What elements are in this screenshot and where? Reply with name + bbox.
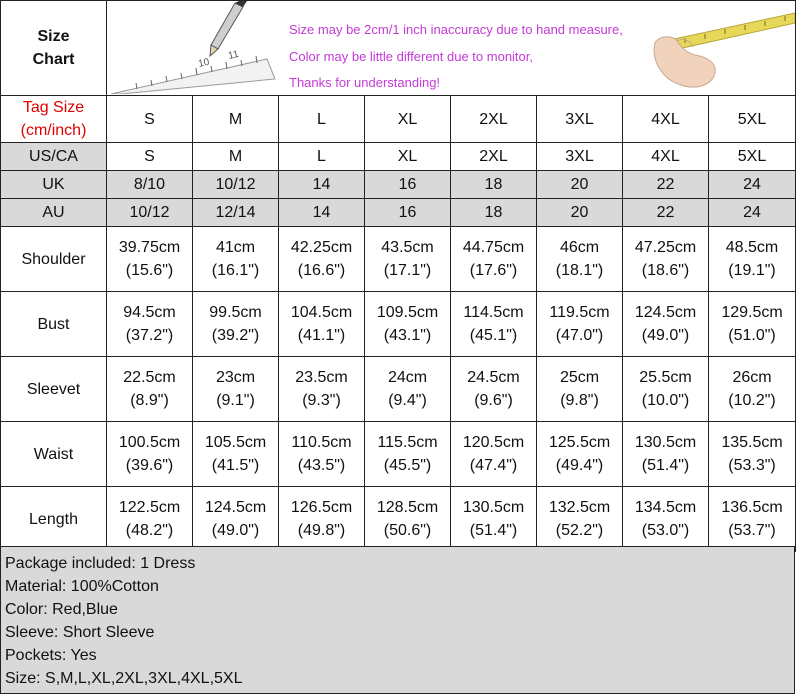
inch-value: (49.8") [297, 522, 346, 539]
size-cell: 22 [623, 171, 709, 199]
inch-value: (9.1") [216, 392, 255, 409]
measure-row-sleevet [1, 357, 796, 422]
inch-value: (17.6") [469, 262, 518, 279]
cm-value: 134.5cm [634, 499, 697, 516]
inch-value: (39.2") [211, 327, 260, 344]
measurement-cell [365, 487, 451, 552]
size-cell: 22 [623, 199, 709, 227]
size-cell: M [193, 143, 279, 171]
size-chart-title [1, 1, 107, 96]
measurement-cell [451, 357, 537, 422]
measurement-cell [537, 357, 623, 422]
measurement-cell [623, 292, 709, 357]
tag-size-3xl: 3XL [537, 96, 623, 143]
cm-value: 128.5cm [376, 499, 439, 516]
cm-value: 94.5cm [123, 304, 176, 321]
inch-value: (18.1") [555, 262, 604, 279]
size-cell: 20 [537, 171, 623, 199]
tag-size-4xl: 4XL [623, 96, 709, 143]
cm-value: 26cm [732, 369, 772, 386]
cm-value: 105.5cm [204, 434, 267, 451]
cm-value: 136.5cm [721, 499, 783, 516]
cm-value: 42.25cm [290, 239, 353, 256]
row-label: AU [1, 199, 107, 227]
cm-value: 132.5cm [548, 499, 611, 516]
measurement-cell [193, 292, 279, 357]
size-cell: 4XL [623, 143, 709, 171]
measurement-cell [107, 292, 193, 357]
measurement-cell [537, 487, 623, 552]
measurement-cell [451, 422, 537, 487]
row-label: Shoulder [1, 227, 107, 292]
measurement-cell [709, 487, 796, 552]
ruler-pencil-illustration [107, 1, 277, 94]
cm-value: 120.5cm [462, 434, 525, 451]
inch-value: (9.4") [388, 392, 427, 409]
inch-value: (9.8") [560, 392, 599, 409]
cm-value: 114.5cm [463, 304, 524, 321]
measurement-cell [279, 227, 365, 292]
inch-value: (51.0") [728, 327, 776, 344]
inch-value: (53.3") [728, 457, 776, 474]
cm-value: 104.5cm [290, 304, 353, 321]
size-cell: 18 [451, 199, 537, 227]
inch-value: (51.4") [469, 522, 518, 539]
measurement-cell [537, 422, 623, 487]
tag-size-2xl: 2XL [451, 96, 537, 143]
inch-value: (53.7") [728, 522, 776, 539]
cm-value: 48.5cm [725, 239, 779, 256]
measurement-cell [107, 357, 193, 422]
inch-value: (49.0") [641, 327, 690, 344]
size-cell: 12/14 [193, 199, 279, 227]
cm-value: 46cm [559, 239, 600, 256]
cm-value: 25.5cm [639, 369, 692, 386]
cm-value: 124.5cm [204, 499, 267, 516]
measurement-cell [365, 357, 451, 422]
notice-line-2: Color may be little different due to monitor, [289, 49, 533, 64]
cm-value: 122.5cm [118, 499, 181, 516]
measurement-cell [107, 227, 193, 292]
inch-value: (49.0") [211, 522, 260, 539]
cm-value: 23cm [215, 369, 256, 386]
row-label: UK [1, 171, 107, 199]
cm-value: 125.5cm [548, 434, 611, 451]
conversion-row-au [1, 199, 796, 227]
measurement-cell [193, 422, 279, 487]
cm-value: 130.5cm [462, 499, 525, 516]
measurement-cell [451, 487, 537, 552]
cm-value: 25cm [559, 369, 600, 386]
measure-row-length [1, 487, 796, 552]
measurement-cell [451, 227, 537, 292]
row-label: US/CA [1, 143, 107, 171]
inch-value: (18.6") [641, 262, 690, 279]
size-cell: 16 [365, 171, 451, 199]
inch-value: (8.9") [130, 392, 169, 409]
size-cell: 20 [537, 199, 623, 227]
product-info-line: Size: S,M,L,XL,2XL,3XL,4XL,5XL [5, 670, 243, 687]
header-row [1, 1, 796, 96]
measure-row-waist [1, 422, 796, 487]
measurement-cell [537, 292, 623, 357]
cm-value: 126.5cm [290, 499, 353, 516]
measurement-cell [365, 227, 451, 292]
inch-value: (50.6") [383, 522, 432, 539]
size-cell: 5XL [709, 143, 796, 171]
tag-size-5xl: 5XL [709, 96, 796, 143]
measurement-cell [193, 487, 279, 552]
inch-value: (41.5") [211, 457, 260, 474]
cm-value: 100.5cm [118, 434, 181, 451]
inch-value: (9.3") [302, 392, 341, 409]
title-line-2: Chart [32, 51, 75, 68]
inch-value: (48.2") [125, 522, 174, 539]
svg-text:11: 11 [227, 48, 240, 62]
inch-value: (53.0") [641, 522, 690, 539]
size-cell: 10/12 [107, 199, 193, 227]
inch-value: (16.6") [297, 262, 346, 279]
inch-value: (19.1") [728, 262, 776, 279]
tag-size-label: Tag Size (cm/inch) [1, 96, 107, 143]
size-cell: 18 [451, 171, 537, 199]
measurement-cell [193, 227, 279, 292]
hand-measuring-tape-illustration [625, 1, 795, 94]
cm-value: 115.5cm [377, 434, 438, 451]
size-cell: 14 [279, 171, 365, 199]
inch-value: (17.1") [383, 262, 432, 279]
cm-value: 109.5cm [376, 304, 439, 321]
tag-size-m: M [193, 96, 279, 143]
size-cell: 2XL [451, 143, 537, 171]
measurement-notice-banner [107, 1, 796, 96]
inch-value: (52.2") [555, 522, 604, 539]
cm-value: 47.25cm [634, 239, 697, 256]
cm-value: 130.5cm [634, 434, 697, 451]
row-label: Sleevet [1, 357, 107, 422]
cm-value: 41cm [215, 239, 256, 256]
inch-value: (49.4") [555, 457, 604, 474]
measurement-cell [623, 487, 709, 552]
size-cell: 14 [279, 199, 365, 227]
measure-row-shoulder [1, 227, 796, 292]
conversion-row-uk [1, 171, 796, 199]
tag-size-s: S [107, 96, 193, 143]
inch-value: (51.4") [641, 457, 690, 474]
tag-size-l: L [279, 96, 365, 143]
product-info-line: Package included: 1 Dress [5, 555, 196, 572]
cm-value: 99.5cm [209, 304, 262, 321]
inch-value: (10.2") [728, 392, 776, 409]
inch-value: (15.6") [125, 262, 174, 279]
product-info-line: Pockets: Yes [5, 647, 97, 664]
size-cell: 8/10 [107, 171, 193, 199]
cm-value: 23.5cm [295, 369, 348, 386]
inch-value: (45.5") [383, 457, 432, 474]
size-cell: S [107, 143, 193, 171]
inch-value: (43.5") [297, 457, 346, 474]
row-label: Waist [1, 422, 107, 487]
svg-text:10: 10 [197, 56, 211, 70]
inch-value: (43.1") [383, 327, 432, 344]
measure-row-bust [1, 292, 796, 357]
inch-value: (16.1") [211, 262, 260, 279]
inch-value: (10.0") [641, 392, 690, 409]
size-cell: XL [365, 143, 451, 171]
measurement-cell [537, 227, 623, 292]
measurement-cell [365, 292, 451, 357]
inch-value: (45.1") [469, 327, 518, 344]
tag-size-xl: XL [365, 96, 451, 143]
notice-line-3: Thanks for understanding! [289, 75, 441, 90]
cm-value: 43.5cm [381, 239, 434, 256]
measurement-cell [365, 422, 451, 487]
measurement-cell [709, 292, 796, 357]
conversion-row-usca [1, 143, 796, 171]
size-cell: 10/12 [193, 171, 279, 199]
measurement-cell [279, 292, 365, 357]
product-info-line: Color: Red,Blue [5, 601, 118, 618]
inch-value: (9.6") [474, 392, 513, 409]
measurement-cell [279, 357, 365, 422]
cm-value: 22.5cm [123, 369, 176, 386]
size-cell: 24 [709, 199, 796, 227]
row-label: Length [1, 487, 107, 552]
cm-value: 24.5cm [467, 369, 520, 386]
row-label: Bust [1, 292, 107, 357]
measurement-cell [193, 357, 279, 422]
size-cell: 3XL [537, 143, 623, 171]
inch-value: (37.2") [125, 327, 174, 344]
cm-value: 119.5cm [549, 304, 610, 321]
measurement-cell [451, 292, 537, 357]
measurement-cell [623, 422, 709, 487]
product-info-line: Sleeve: Short Sleeve [5, 624, 155, 641]
cm-value: 135.5cm [721, 434, 783, 451]
cm-value: 124.5cm [634, 304, 697, 321]
measurement-cell [709, 227, 796, 292]
inch-value: (47.0") [555, 327, 604, 344]
size-cell: 24 [709, 171, 796, 199]
measurement-cell [709, 357, 796, 422]
measurement-cell [107, 422, 193, 487]
size-cell: 16 [365, 199, 451, 227]
measurement-cell [107, 487, 193, 552]
inch-value: (47.4") [469, 457, 518, 474]
cm-value: 110.5cm [291, 434, 352, 451]
cm-value: 129.5cm [721, 304, 783, 321]
inch-value: (41.1") [297, 327, 346, 344]
measurement-cell [709, 422, 796, 487]
notice-line-1: Size may be 2cm/1 inch inaccuracy due to hand measure, [289, 22, 623, 37]
title-line-1: Size [37, 28, 70, 45]
measurement-cell [279, 422, 365, 487]
tag-size-row [1, 96, 796, 143]
product-info-line: Material: 100%Cotton [5, 578, 159, 595]
cm-value: 24cm [387, 369, 428, 386]
measurement-cell [623, 227, 709, 292]
measurement-cell [279, 487, 365, 552]
inch-value: (39.6") [125, 457, 174, 474]
size-cell: L [279, 143, 365, 171]
cm-value: 39.75cm [118, 239, 181, 256]
measurement-cell [623, 357, 709, 422]
product-info-panel [0, 546, 795, 694]
cm-value: 44.75cm [462, 239, 525, 256]
